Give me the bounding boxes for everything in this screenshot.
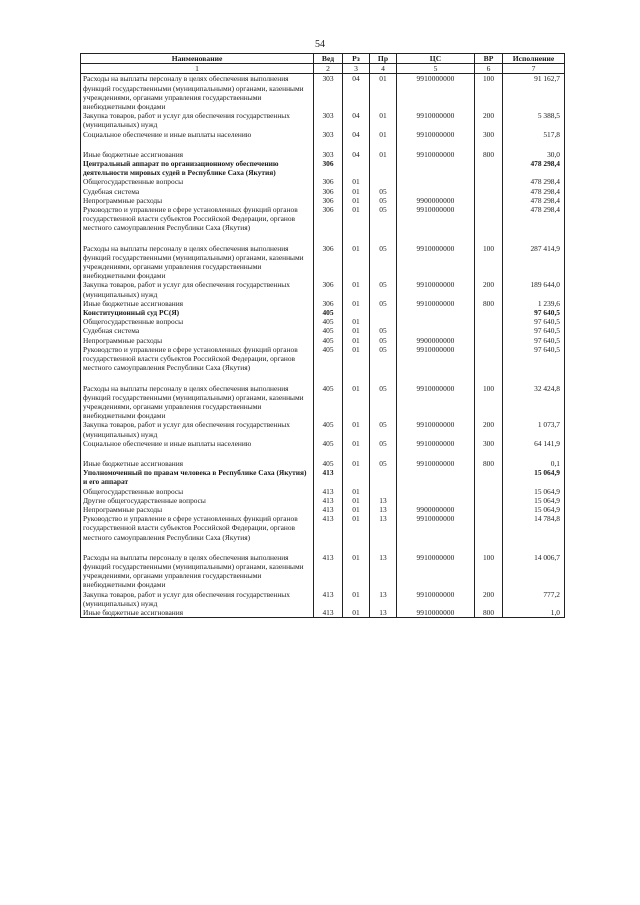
table-row [81, 553, 565, 590]
row-name: Уполномоченный по правам человека в Республике Саха (Якутия) и его аппарат [81, 468, 314, 486]
table-row [81, 505, 565, 514]
header-rz: Рз [343, 54, 370, 64]
row-name: Судебная система [81, 187, 314, 196]
header-index: 3 [343, 64, 370, 74]
cell-rz: 01 [343, 326, 370, 335]
spacer-cell [81, 233, 314, 244]
cell-cs: 9910000000 [397, 608, 475, 618]
table-row [81, 459, 565, 468]
cell-ved: 405 [314, 336, 343, 345]
cell-ved: 413 [314, 487, 343, 496]
header-index: 4 [370, 64, 397, 74]
header-index-row [81, 64, 565, 74]
cell-pr [370, 177, 397, 186]
header-index: 6 [475, 64, 503, 74]
cell-amount: 97 640,5 [503, 308, 565, 317]
cell-rz: 04 [343, 74, 370, 111]
spacer-cell [370, 448, 397, 459]
cell-amount: 1 239,6 [503, 299, 565, 308]
cell-rz: 01 [343, 205, 370, 233]
cell-rz: 01 [343, 420, 370, 438]
header-name: Наименование [81, 54, 314, 64]
cell-pr: 13 [370, 514, 397, 542]
spacer-cell [475, 542, 503, 553]
cell-vr: 100 [475, 553, 503, 590]
cell-ved: 306 [314, 159, 343, 177]
table-row [81, 74, 565, 111]
row-name: Непрограммные расходы [81, 336, 314, 345]
cell-ved: 413 [314, 505, 343, 514]
cell-pr: 13 [370, 590, 397, 608]
cell-cs [397, 308, 475, 317]
spacer-cell [370, 139, 397, 150]
cell-cs: 9910000000 [397, 150, 475, 159]
cell-cs: 9900000000 [397, 505, 475, 514]
cell-amount: 15 064,9 [503, 505, 565, 514]
header-row [81, 54, 565, 64]
cell-ved: 405 [314, 384, 343, 421]
cell-amount: 0,1 [503, 459, 565, 468]
table-row [81, 111, 565, 129]
cell-ved: 303 [314, 130, 343, 139]
header-index: 7 [503, 64, 565, 74]
spacer-cell [343, 542, 370, 553]
cell-rz: 01 [343, 590, 370, 608]
spacer-row [81, 542, 565, 553]
cell-vr: 200 [475, 280, 503, 298]
cell-cs [397, 317, 475, 326]
cell-ved: 405 [314, 459, 343, 468]
row-name: Социальное обеспечение и иные выплаты населению [81, 130, 314, 139]
cell-amount: 189 644,0 [503, 280, 565, 298]
row-name: Конституционный суд РС(Я) [81, 308, 314, 317]
cell-ved: 413 [314, 590, 343, 608]
table-row [81, 439, 565, 448]
row-name: Общегосударственные вопросы [81, 317, 314, 326]
cell-pr: 05 [370, 196, 397, 205]
spacer-row [81, 448, 565, 459]
cell-amount: 287 414,9 [503, 244, 565, 281]
header-cs: ЦС [397, 54, 475, 64]
cell-vr [475, 205, 503, 233]
spacer-cell [370, 373, 397, 384]
header-index: 5 [397, 64, 475, 74]
table-row [81, 384, 565, 421]
table-row [81, 317, 565, 326]
cell-cs: 9910000000 [397, 280, 475, 298]
cell-cs [397, 468, 475, 486]
spacer-cell [475, 448, 503, 459]
table-row [81, 487, 565, 496]
cell-cs: 9910000000 [397, 590, 475, 608]
cell-ved: 405 [314, 420, 343, 438]
row-name: Непрограммные расходы [81, 196, 314, 205]
table-row [81, 326, 565, 335]
cell-cs: 9900000000 [397, 196, 475, 205]
cell-pr [370, 468, 397, 486]
cell-vr [475, 496, 503, 505]
cell-cs [397, 496, 475, 505]
spacer-cell [503, 373, 565, 384]
spacer-cell [503, 448, 565, 459]
table-row [81, 514, 565, 542]
cell-rz: 01 [343, 514, 370, 542]
row-name: Иные бюджетные ассигнования [81, 608, 314, 618]
cell-vr: 300 [475, 439, 503, 448]
header-index: 1 [81, 64, 314, 74]
cell-amount: 1,0 [503, 608, 565, 618]
cell-cs: 9910000000 [397, 111, 475, 129]
cell-amount: 478 298,4 [503, 187, 565, 196]
cell-rz: 04 [343, 150, 370, 159]
row-name: Закупка товаров, работ и услуг для обеспечения государственных (муниципальных) нужд [81, 590, 314, 608]
spacer-cell [81, 448, 314, 459]
cell-vr [475, 487, 503, 496]
cell-vr [475, 177, 503, 186]
spacer-cell [314, 139, 343, 150]
cell-cs: 9910000000 [397, 553, 475, 590]
cell-pr: 05 [370, 187, 397, 196]
cell-pr: 05 [370, 345, 397, 373]
spacer-cell [370, 233, 397, 244]
table-row [81, 468, 565, 486]
cell-rz: 01 [343, 177, 370, 186]
cell-amount: 478 298,4 [503, 205, 565, 233]
cell-pr: 01 [370, 74, 397, 111]
cell-pr: 05 [370, 384, 397, 421]
spacer-cell [343, 373, 370, 384]
row-name: Иные бюджетные ассигнования [81, 459, 314, 468]
cell-rz: 01 [343, 280, 370, 298]
cell-amount: 1 073,7 [503, 420, 565, 438]
cell-cs: 9910000000 [397, 130, 475, 139]
cell-pr: 13 [370, 496, 397, 505]
cell-cs [397, 159, 475, 177]
table-row [81, 177, 565, 186]
cell-pr: 01 [370, 130, 397, 139]
cell-ved: 306 [314, 196, 343, 205]
row-name: Закупка товаров, работ и услуг для обеспечения государственных (муниципальных) нужд [81, 111, 314, 129]
table-row [81, 130, 565, 139]
spacer-row [81, 373, 565, 384]
cell-pr: 13 [370, 553, 397, 590]
spacer-cell [397, 139, 475, 150]
cell-vr [475, 308, 503, 317]
row-name: Закупка товаров, работ и услуг для обеспечения государственных (муниципальных) нужд [81, 280, 314, 298]
spacer-cell [314, 542, 343, 553]
cell-ved: 306 [314, 187, 343, 196]
cell-ved: 405 [314, 439, 343, 448]
cell-rz: 01 [343, 608, 370, 618]
cell-cs: 9910000000 [397, 384, 475, 421]
row-name: Расходы на выплаты персоналу в целях обеспечения выполнения функций государственными (муниципальными) органами, казенными учреждениями, органами управления государственными внебюджетными фондами [81, 74, 314, 111]
spacer-cell [81, 139, 314, 150]
cell-ved: 303 [314, 74, 343, 111]
table-row [81, 280, 565, 298]
header-ved: Вед [314, 54, 343, 64]
table-row [81, 345, 565, 373]
cell-amount: 30,0 [503, 150, 565, 159]
cell-pr: 05 [370, 205, 397, 233]
cell-rz: 01 [343, 496, 370, 505]
table-row [81, 308, 565, 317]
row-name: Руководство и управление в сфере установленных функций органов государственной власти субъектов Российской Федерации, органов местного самоуправления Республики Саха (Якутия) [81, 205, 314, 233]
cell-pr: 01 [370, 111, 397, 129]
cell-ved: 405 [314, 345, 343, 373]
cell-vr: 100 [475, 74, 503, 111]
cell-vr [475, 317, 503, 326]
cell-ved: 405 [314, 317, 343, 326]
cell-amount: 97 640,5 [503, 317, 565, 326]
row-name: Общегосударственные вопросы [81, 177, 314, 186]
spacer-row [81, 139, 565, 150]
spacer-cell [503, 542, 565, 553]
row-name: Иные бюджетные ассигнования [81, 299, 314, 308]
cell-amount: 15 064,9 [503, 487, 565, 496]
cell-pr [370, 308, 397, 317]
cell-rz [343, 308, 370, 317]
row-name: Расходы на выплаты персоналу в целях обеспечения выполнения функций государственными (муниципальными) органами, казенными учреждениями, органами управления государственными внебюджетными фондами [81, 553, 314, 590]
spacer-cell [81, 542, 314, 553]
cell-rz: 01 [343, 439, 370, 448]
cell-rz: 01 [343, 317, 370, 326]
cell-amount: 478 298,4 [503, 177, 565, 186]
cell-vr: 100 [475, 244, 503, 281]
table-row [81, 187, 565, 196]
spacer-cell [475, 373, 503, 384]
cell-vr: 200 [475, 111, 503, 129]
cell-rz: 01 [343, 187, 370, 196]
cell-vr: 800 [475, 608, 503, 618]
cell-ved: 306 [314, 205, 343, 233]
cell-amount: 64 141,9 [503, 439, 565, 448]
cell-cs: 9910000000 [397, 205, 475, 233]
cell-cs [397, 487, 475, 496]
cell-rz: 04 [343, 130, 370, 139]
table-row [81, 608, 565, 618]
cell-pr [370, 317, 397, 326]
spacer-cell [343, 448, 370, 459]
spacer-cell [343, 139, 370, 150]
spacer-cell [81, 373, 314, 384]
table-row [81, 299, 565, 308]
cell-amount: 91 162,7 [503, 74, 565, 111]
cell-amount: 14 006,7 [503, 553, 565, 590]
cell-vr: 300 [475, 130, 503, 139]
table-row [81, 590, 565, 608]
cell-rz: 01 [343, 244, 370, 281]
cell-cs: 9910000000 [397, 514, 475, 542]
cell-amount: 97 640,5 [503, 326, 565, 335]
cell-cs: 9910000000 [397, 244, 475, 281]
cell-pr: 05 [370, 336, 397, 345]
cell-cs: 9910000000 [397, 345, 475, 373]
cell-amount: 478 298,4 [503, 196, 565, 205]
row-name: Руководство и управление в сфере установленных функций органов государственной власти субъектов Российской Федерации, органов местного самоуправления Республики Саха (Якутия) [81, 514, 314, 542]
cell-ved: 413 [314, 468, 343, 486]
header-vr: ВР [475, 54, 503, 64]
cell-rz: 01 [343, 299, 370, 308]
cell-amount: 97 640,5 [503, 345, 565, 373]
spacer-cell [370, 542, 397, 553]
cell-vr [475, 336, 503, 345]
cell-ved: 413 [314, 553, 343, 590]
spacer-row [81, 233, 565, 244]
cell-cs [397, 326, 475, 335]
cell-ved: 413 [314, 496, 343, 505]
spacer-cell [475, 139, 503, 150]
page-number: 54 [315, 39, 325, 50]
cell-ved: 413 [314, 608, 343, 618]
cell-vr [475, 159, 503, 177]
cell-ved: 306 [314, 280, 343, 298]
cell-vr [475, 505, 503, 514]
cell-cs: 9910000000 [397, 74, 475, 111]
cell-cs: 9910000000 [397, 299, 475, 308]
table-row [81, 336, 565, 345]
cell-vr [475, 345, 503, 373]
header-index: 2 [314, 64, 343, 74]
budget-table [80, 53, 565, 618]
cell-rz: 01 [343, 345, 370, 373]
spacer-cell [503, 233, 565, 244]
cell-vr [475, 196, 503, 205]
cell-rz: 01 [343, 505, 370, 514]
cell-cs [397, 187, 475, 196]
cell-ved: 303 [314, 150, 343, 159]
cell-pr: 05 [370, 280, 397, 298]
row-name: Центральный аппарат по организационному обеспечению деятельности мировых судей в Республике Саха (Якутия) [81, 159, 314, 177]
cell-vr: 800 [475, 150, 503, 159]
table-body [81, 74, 565, 618]
cell-rz: 04 [343, 111, 370, 129]
cell-cs: 9910000000 [397, 439, 475, 448]
cell-pr: 13 [370, 505, 397, 514]
row-name: Расходы на выплаты персоналу в целях обеспечения выполнения функций государственными (муниципальными) органами, казенными учреждениями, органами управления государственными внебюджетными фондами [81, 384, 314, 421]
cell-vr [475, 468, 503, 486]
spacer-cell [397, 448, 475, 459]
cell-rz [343, 468, 370, 486]
cell-cs [397, 177, 475, 186]
cell-rz: 01 [343, 487, 370, 496]
cell-vr [475, 514, 503, 542]
cell-vr [475, 326, 503, 335]
row-name: Другие общегосударственные вопросы [81, 496, 314, 505]
cell-amount: 517,8 [503, 130, 565, 139]
cell-ved: 306 [314, 177, 343, 186]
cell-pr: 01 [370, 150, 397, 159]
cell-amount: 478 298,4 [503, 159, 565, 177]
cell-vr [475, 187, 503, 196]
spacer-cell [397, 542, 475, 553]
spacer-cell [343, 233, 370, 244]
row-name: Закупка товаров, работ и услуг для обеспечения государственных (муниципальных) нужд [81, 420, 314, 438]
cell-cs: 9900000000 [397, 336, 475, 345]
cell-ved: 306 [314, 299, 343, 308]
cell-rz: 01 [343, 459, 370, 468]
cell-pr: 05 [370, 420, 397, 438]
cell-ved: 405 [314, 308, 343, 317]
cell-pr: 05 [370, 459, 397, 468]
spacer-cell [475, 233, 503, 244]
cell-ved: 413 [314, 514, 343, 542]
cell-vr: 200 [475, 420, 503, 438]
cell-rz: 01 [343, 384, 370, 421]
table-row [81, 205, 565, 233]
spacer-cell [314, 373, 343, 384]
row-name: Иные бюджетные ассигнования [81, 150, 314, 159]
header-pr: Пр [370, 54, 397, 64]
cell-amount: 15 064,9 [503, 496, 565, 505]
row-name: Расходы на выплаты персоналу в целях обеспечения выполнения функций государственными (муниципальными) органами, казенными учреждениями, органами управления государственными внебюджетными фондами [81, 244, 314, 281]
cell-pr: 05 [370, 326, 397, 335]
header-amount: Исполнение [503, 54, 565, 64]
cell-amount: 97 640,5 [503, 336, 565, 345]
table-row [81, 420, 565, 438]
cell-amount: 777,2 [503, 590, 565, 608]
cell-vr: 100 [475, 384, 503, 421]
row-name: Судебная система [81, 326, 314, 335]
spacer-cell [314, 233, 343, 244]
cell-rz [343, 159, 370, 177]
cell-pr [370, 487, 397, 496]
cell-rz: 01 [343, 553, 370, 590]
cell-rz: 01 [343, 336, 370, 345]
table-row [81, 496, 565, 505]
spacer-cell [397, 373, 475, 384]
cell-vr: 800 [475, 459, 503, 468]
cell-rz: 01 [343, 196, 370, 205]
table-row [81, 244, 565, 281]
cell-amount: 32 424,8 [503, 384, 565, 421]
row-name: Социальное обеспечение и иные выплаты населению [81, 439, 314, 448]
table-row [81, 159, 565, 177]
row-name: Непрограммные расходы [81, 505, 314, 514]
cell-pr: 05 [370, 299, 397, 308]
spacer-cell [503, 139, 565, 150]
cell-cs: 9910000000 [397, 459, 475, 468]
cell-amount: 5 388,5 [503, 111, 565, 129]
cell-ved: 405 [314, 326, 343, 335]
cell-amount: 14 784,8 [503, 514, 565, 542]
cell-cs: 9910000000 [397, 420, 475, 438]
spacer-cell [314, 448, 343, 459]
row-name: Руководство и управление в сфере установленных функций органов государственной власти субъектов Российской Федерации, органов местного самоуправления Республики Саха (Якутия) [81, 345, 314, 373]
spacer-cell [397, 233, 475, 244]
cell-pr: 13 [370, 608, 397, 618]
cell-amount: 15 064,9 [503, 468, 565, 486]
cell-ved: 306 [314, 244, 343, 281]
cell-pr: 05 [370, 439, 397, 448]
cell-ved: 303 [314, 111, 343, 129]
cell-vr: 800 [475, 299, 503, 308]
table-row [81, 196, 565, 205]
cell-pr [370, 159, 397, 177]
cell-pr: 05 [370, 244, 397, 281]
table-row [81, 150, 565, 159]
row-name: Общегосударственные вопросы [81, 487, 314, 496]
cell-vr: 200 [475, 590, 503, 608]
